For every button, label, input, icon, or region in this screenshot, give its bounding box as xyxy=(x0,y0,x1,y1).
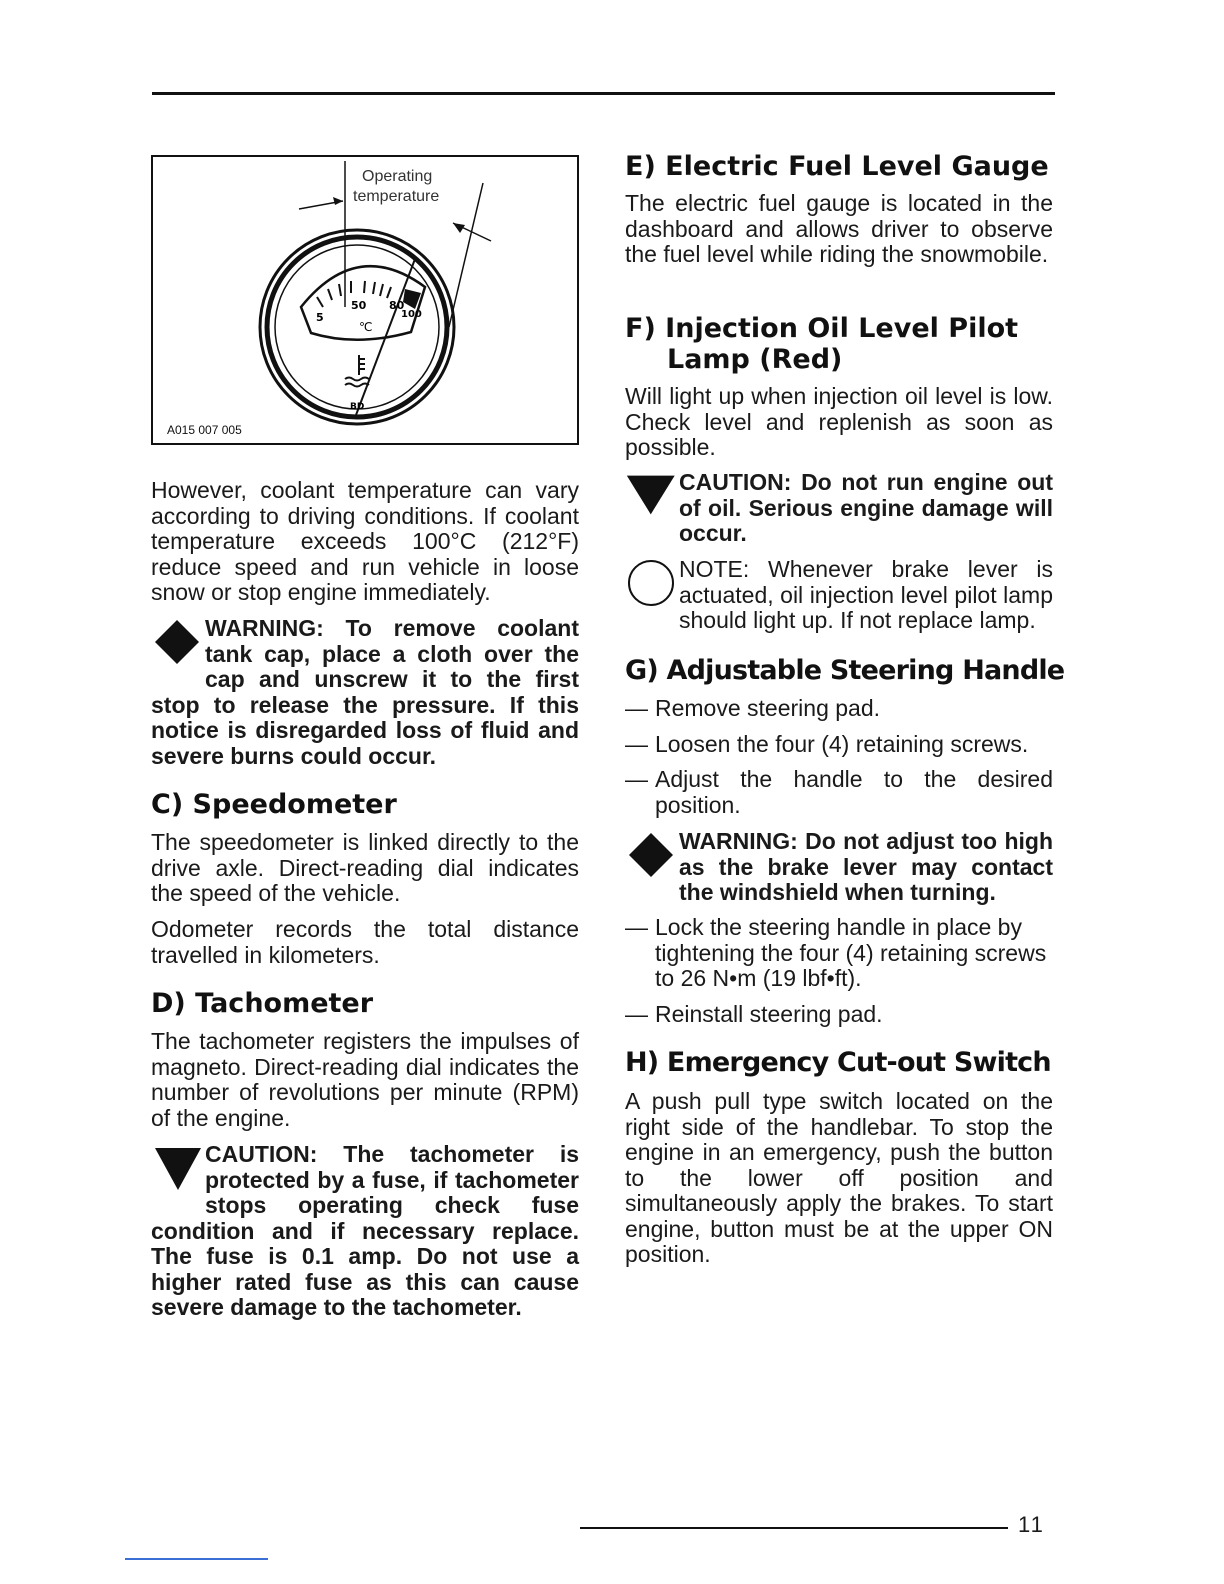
note-circle-icon xyxy=(625,559,679,609)
oil-lamp-paragraph: Will light up when injection oil level is low. Check level and replenish as soon as possible. xyxy=(625,383,1053,460)
steering-steps-b xyxy=(625,915,1053,1027)
figure-code: A015 007 005 xyxy=(167,423,242,437)
caution-triangle-icon xyxy=(625,472,679,522)
gauge-number-80: 80 xyxy=(389,299,405,312)
cutout-switch-paragraph: A push pull type switch located on the right side of the handlebar. To stop the engine in an emergency, push the button to the lower off position and simultaneously apply the brakes. To start engine, button must be at the upper ON position. xyxy=(625,1088,1053,1267)
list-item: — Remove steering pad. xyxy=(625,695,881,721)
warning-steering-text: WARNING: Do not adjust too high as the brake lever may contact the windshield when turning. xyxy=(679,828,1053,905)
tachometer-heading: D) Tachometer xyxy=(151,988,374,1019)
warning-diamond-icon xyxy=(625,831,679,881)
warning-coolant-text: WARNING: To remove coolant tank cap, place a cloth over the cap and unscrew it to the first stop to release the pressure. If this notice is disregarded loss of fluid and severe burns could occur. xyxy=(151,615,579,769)
oil-lamp-heading-line1: F) Injection Oil Level Pilot xyxy=(625,313,1019,344)
coolant-paragraph: However, coolant temperature can vary according to driving conditions. If coolant temperature exceeds 100°C (212°F) reduce speed and run vehicle in loose snow or stop engine immediately. xyxy=(151,477,579,605)
note-brake-lamp-text: NOTE: Whenever brake lever is actuated, oil injection level pilot lamp should light up. If not replace lamp. xyxy=(679,556,1053,633)
list-item: — Adjust the handle to the desired position. xyxy=(625,766,1053,818)
footer-link-rule xyxy=(125,1558,268,1560)
warning-steering-height xyxy=(625,829,1053,906)
gauge-number-100: 100 xyxy=(401,309,422,320)
coolant-temperature-icon xyxy=(345,355,369,387)
warning-coolant-cap xyxy=(151,616,579,769)
caution-tachometer-fuse xyxy=(151,1142,579,1321)
page-number: 11 xyxy=(1018,1512,1045,1537)
caution-oil-text: CAUTION: Do not run engine out of oil. Serious engine damage will occur. xyxy=(679,469,1053,546)
cutout-switch-heading: H) Emergency Cut-out Switch xyxy=(625,1047,1051,1078)
list-item: — Loosen the four (4) retaining screws. xyxy=(625,730,1029,757)
brand-mark: BD xyxy=(350,402,365,412)
figure-label-operating: Operating xyxy=(362,168,433,185)
tachometer-paragraph: The tachometer registers the impulses of magneto. Direct-reading dial indicates the number of revolutions per minute (RPM) of the engine. xyxy=(151,1028,579,1131)
gauge-unit: ℃ xyxy=(359,320,373,334)
note-brake-lamp xyxy=(625,557,1053,634)
gauge-number-5: 5 xyxy=(316,311,324,324)
speedometer-paragraph-2: Odometer records the total distance travelled in kilometers. xyxy=(151,916,579,968)
speedometer-heading: C) Speedometer xyxy=(151,789,397,820)
speedometer-paragraph-1: The speedometer is linked directly to the drive axle. Direct-reading dial indicates the speed of the vehicle. xyxy=(151,829,579,906)
steering-handle-heading: G) Adjustable Steering Handle xyxy=(625,655,1065,686)
temperature-gauge-figure xyxy=(151,155,579,445)
gauge-number-50: 50 xyxy=(351,299,367,312)
top-rule xyxy=(152,92,1055,95)
figure-label-temperature: temperature xyxy=(353,188,440,205)
steering-steps-a xyxy=(625,696,1053,818)
oil-lamp-heading-line2: Lamp (Red) xyxy=(667,344,843,375)
caution-tachometer-text: CAUTION: The tachometer is protected by a fuse, if tachometer stops operating check fuse condition and if necessary replace. The fuse is 0.1 amp. Do not use a higher rated fuse as this can cause severe damage to the tachometer. xyxy=(151,1141,579,1320)
list-item: — Lock the steering handle in place by tightening the four (4) retaining screws to 26 N•m (19 lbf•ft). xyxy=(625,914,1047,991)
fuel-gauge-paragraph: The electric fuel gauge is located in the dashboard and allows driver to observe the fuel level while riding the snowmobile. xyxy=(625,190,1053,267)
caution-oil xyxy=(625,470,1053,547)
caution-triangle-icon xyxy=(151,1144,205,1194)
warning-diamond-icon xyxy=(151,618,205,668)
list-item: — Reinstall steering pad. xyxy=(625,1000,883,1027)
bottom-rule xyxy=(580,1527,1008,1529)
fuel-gauge-heading: E) Electric Fuel Level Gauge xyxy=(625,151,1049,182)
